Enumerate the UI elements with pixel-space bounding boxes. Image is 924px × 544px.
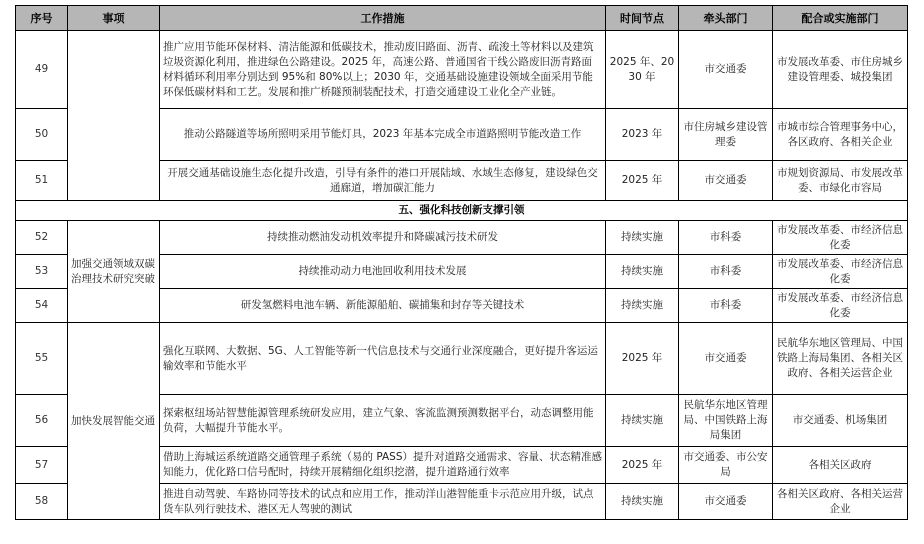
row-time: 持续实施 [606,289,679,323]
row-lead: 市科委 [679,221,773,255]
header-lead-dept: 牵头部门 [679,6,773,31]
header-timeline: 时间节点 [606,6,679,31]
row-item-empty [68,31,160,201]
row-seq: 54 [16,289,68,323]
row-time: 2025 年 [606,323,679,395]
row-coop: 各相关区政府、各相关运营企业 [773,484,908,520]
header-seq: 序号 [16,6,68,31]
row-coop: 市发展改革委、市经济信息化委 [773,255,908,289]
row-time: 持续实施 [606,255,679,289]
row-measure: 推广应用节能环保材料、清洁能源和低碳技术，推动废旧路面、沥青、疏浚土等材料以及建筑垃圾资源化利用，推进绿色公路建设。2025 年，高速公路、普通国省干线公路废旧沥青路面材料循环利用率分别达到 95%和 80%以上；2030 年，交通基础设施建设领域全面采用节能环保低碳材料和工艺。发展和推广桥隧预制装配技术，打造交通建设工业化全产业链。 [160,31,606,109]
row-lead: 市科委 [679,255,773,289]
row-coop: 市发展改革委、市住房城乡建设管理委、城投集团 [773,31,908,109]
row-seq: 52 [16,221,68,255]
row-seq: 49 [16,31,68,109]
table-header-row [16,6,908,31]
row-measure: 研发氢燃料电池车辆、新能源船舶、碳捕集和封存等关键技术 [160,289,606,323]
row-lead: 市住房城乡建设管理委 [679,109,773,161]
table-row [16,221,908,255]
row-measure: 推动公路隧道等场所照明采用节能灯具，2023 年基本完成全市道路照明节能改造工作 [160,109,606,161]
row-seq: 56 [16,395,68,447]
row-seq: 55 [16,323,68,395]
row-coop: 市交通委、机场集团 [773,395,908,447]
row-time: 持续实施 [606,484,679,520]
row-lead: 市交通委 [679,323,773,395]
row-seq: 50 [16,109,68,161]
row-coop: 各相关区政府 [773,447,908,484]
row-measure: 开展交通基础设施生态化提升改造，引导有条件的港口开展陆域、水域生态修复，建设绿色交通廊道，增加碳汇能力 [160,161,606,201]
section-row [16,201,908,221]
row-item-group: 加强交通领域双碳治理技术研究突破 [68,221,160,323]
work-measures-table [15,5,908,520]
row-seq: 58 [16,484,68,520]
row-coop: 市城市综合管理事务中心，各区政府、各相关企业 [773,109,908,161]
row-lead: 市交通委 [679,161,773,201]
row-seq: 51 [16,161,68,201]
row-time: 2023 年 [606,109,679,161]
row-item-group: 加快发展智能交通 [68,323,160,520]
row-lead: 市交通委 [679,31,773,109]
row-measure: 强化互联网、大数据、5G、人工智能等新一代信息技术与交通行业深度融合，更好提升客运运输效率和节能水平 [160,323,606,395]
row-time: 持续实施 [606,395,679,447]
row-coop: 市发展改革委、市经济信息化委 [773,221,908,255]
row-measure: 持续推动燃油发动机效率提升和降碳减污技术研发 [160,221,606,255]
section-title: 五、强化科技创新支撑引领 [16,201,908,221]
table-row [16,31,908,109]
row-seq: 53 [16,255,68,289]
row-coop: 市规划资源局、市发展改革委、市绿化市容局 [773,161,908,201]
row-coop: 民航华东地区管理局、中国铁路上海局集团、各相关区政府、各相关运营企业 [773,323,908,395]
row-lead: 市交通委、市公安局 [679,447,773,484]
table-row [16,323,908,395]
row-coop: 市发展改革委、市经济信息化委 [773,289,908,323]
header-coop-dept: 配合或实施部门 [773,6,908,31]
row-lead: 民航华东地区管理局、中国铁路上海局集团 [679,395,773,447]
row-time: 2025 年 [606,447,679,484]
row-seq: 57 [16,447,68,484]
row-lead: 市科委 [679,289,773,323]
row-measure: 借助上海城运系统道路交通管理子系统（易的 PASS）提升对道路交通需求、容量、状态精准感知能力，优化路口信号配时，持续开展精细化组织挖潜，提升道路通行效率 [160,447,606,484]
row-measure: 推进自动驾驶、车路协同等技术的试点和应用工作，推动洋山港智能重卡示范应用升级，试点货车队列行驶技术、港区无人驾驶的测试 [160,484,606,520]
header-measures: 工作措施 [160,6,606,31]
row-measure: 持续推动动力电池回收利用技术发展 [160,255,606,289]
row-time: 2025 年 [606,161,679,201]
header-item: 事项 [68,6,160,31]
row-time: 持续实施 [606,221,679,255]
row-lead: 市交通委 [679,484,773,520]
row-measure: 探索枢纽场站智慧能源管理系统研发应用，建立气象、客流监测预测数据平台，动态调整用能负荷，大幅提升节能水平。 [160,395,606,447]
row-time: 2025 年、2030 年 [606,31,679,109]
